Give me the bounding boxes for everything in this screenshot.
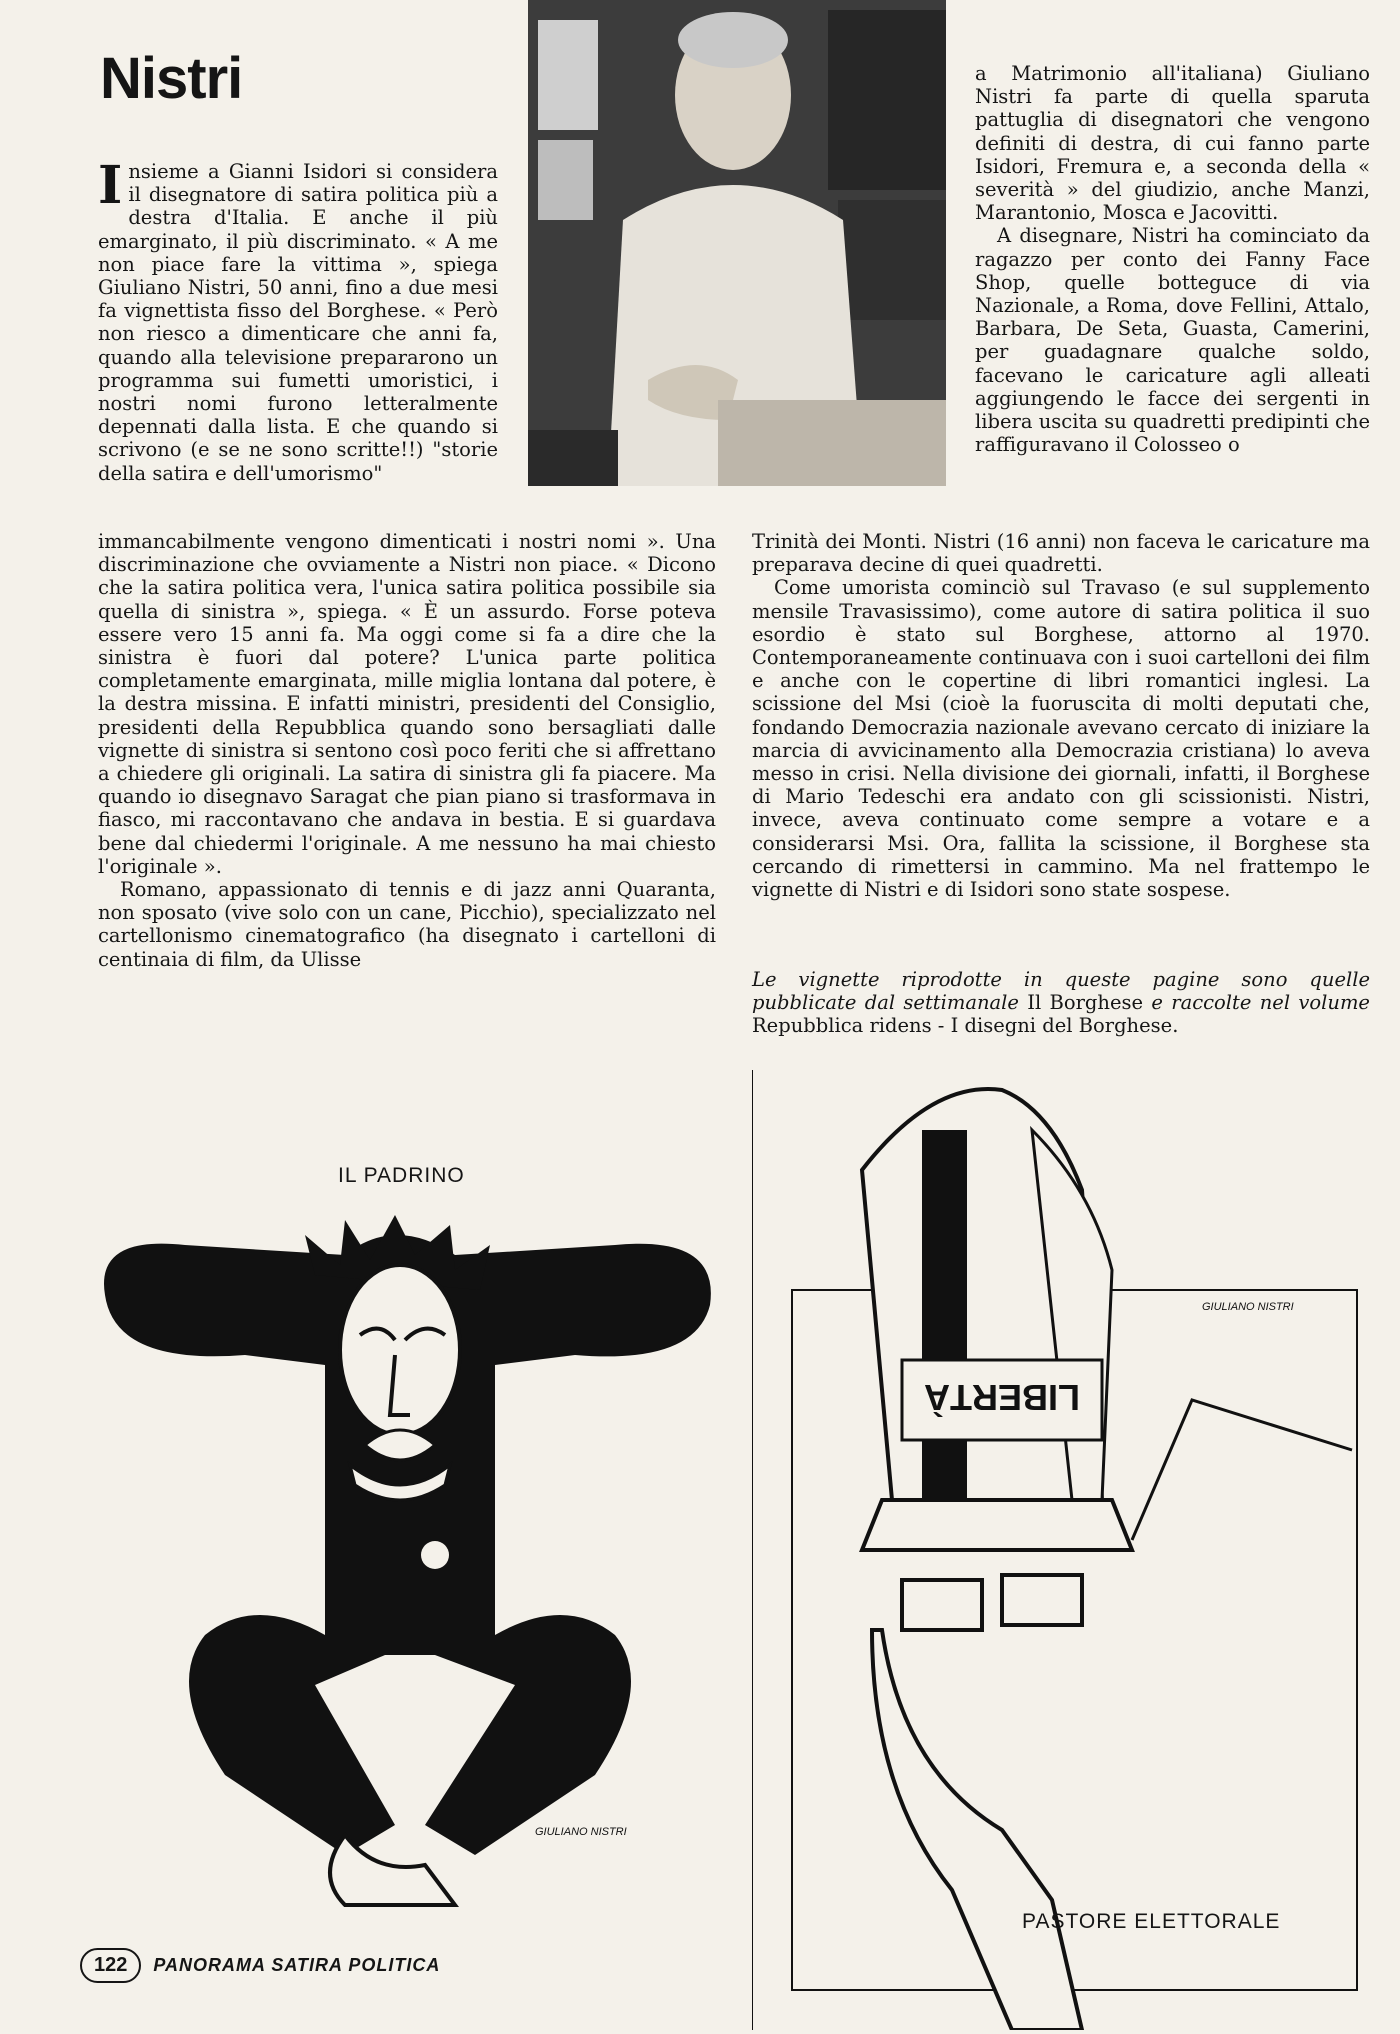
article-column-right-bottom <box>752 530 1370 901</box>
padrino-signature: GIULIANO NISTRI <box>535 1826 627 1838</box>
article-paragraph: Romano, appassionato di tennis e di jazz anni Quaranta, non sposato (vive solo con un cane, Picchio), specializzato nel cartellonismo cinematografico (ha disegnato i cartelloni di centinaia di film, da Ulisse <box>98 878 716 971</box>
portrait-photo <box>528 0 946 486</box>
article-paragraph: immancabilmente vengono dimenticati i nostri nomi ». Una discriminazione che ovviamente a Nistri non piace. « Dicono che la satira politica vera, l'unica satira politica possibile sia quella di sinistra », spiega. « È un assurdo. Forse poteva essere vero 15 anni fa. Ma oggi come si fa a dire che la sinistra è fuori dal potere? L'unica parte politica completamente emarginata, mille miglia lontana dal potere, è la destra missina. E infatti ministri, presidenti del Consiglio, presidenti della Repubblica quando sono bersagliati dalle vignette di sinistra si sentono così poco feriti che si affrettano a chiedere gli originali. La satira di sinistra gli fa piacere. Ma quando io disegnavo Saragat che pian piano si trasformava in fiasco, mi raccontavano che andava in bestia. E si guardava bene dal chiedermi l'originale. A me nessuno ha mai chiesto l'originale ». <box>98 530 716 878</box>
cartoon-source-note <box>752 968 1370 1038</box>
padrino-drawing <box>95 1215 725 1915</box>
mitre-text: LIBERTÀ <box>924 1377 1080 1418</box>
article-column-right-top <box>975 62 1370 456</box>
page-number: 122 <box>80 1948 141 1983</box>
article-paragraph: A disegnare, Nistri ha cominciato da ragazzo per conto dei Fanny Face Shop, quelle botteguce di via Nazionale, a Roma, dove Fellini, Attalo, Barbara, De Seta, Guasta, Camerini, per guadagnare qualche soldo, facevano le caricature agli alleati aggiungendo le facce dei sergenti in libera uscita su quadretti predipinti che raffiguravano il Colosseo o <box>975 224 1370 457</box>
article-title: Nistri <box>100 46 243 111</box>
page-footer <box>80 1948 440 1983</box>
portrait-illustration <box>528 0 946 486</box>
note-magazine: Il Borghese <box>1027 991 1144 1015</box>
pastore-drawing <box>752 1070 1372 2030</box>
cartoon-padrino <box>95 1215 725 1915</box>
article-column-left-top <box>98 155 498 485</box>
note-text: Le vignette riprodotte in queste pagine sono quelle pubblicate dal settimanale <box>752 968 1370 1015</box>
cartoon-title-right: PASTORE ELETTORALE <box>1022 1910 1281 1933</box>
article-paragraph: nsieme a Gianni Isidori si considera il disegnatore di satira politica più a destra d'Italia. E anche il più emarginato, il più discriminato. « A me non piace fare la vittima », spiega Giuliano Nistri, 50 anni, fino a due mesi fa vignettista fisso del Borghese. « Però non riesco a dimenticare che anni fa, quando alla televisione prepararono un programma sui fumetti umoristici, i nostri nomi furono letteralmente depennati dalla lista. E che quando si scrivono (e se ne sono scritte!!) "storie della satira e dell'umorismo" <box>98 160 498 485</box>
note-book: Repubblica ridens - I disegni del Borghese. <box>752 1014 1179 1038</box>
cartoon-title-left: IL PADRINO <box>338 1164 465 1187</box>
article-paragraph: Trinità dei Monti. Nistri (16 anni) non faceva le caricature ma preparava decine di quei quadretti. <box>752 530 1370 577</box>
article-paragraph: Come umorista cominciò sul Travaso (e sul supplemento mensile Travasissimo), come autore di satira politica il suo esordio è stato sul Borghese, attorno al 1970. Contemporaneamente continuava con i suoi cartelloni dei film e anche con le copertine di libri romantici inglesi. La scissione del Msi (cioè la fuoruscita di molti deputati che, fondando Democrazia nazionale avevano cercato di iniziare la marcia di avvicinamento alla Democrazia cristiana) lo aveva messo in crisi. Nella divisione dei giornali, infatti, il Borghese di Mario Tedeschi era andato con gli scissionisti. Nistri, invece, aveva continuato come sempre a votare e a considerarsi Msi. Ora, fallita la scissione, il Borghese sta cercando di rimettersi in cammino. Ma nel frattempo le vignette di Nistri e di Isidori sono state sospese. <box>752 576 1370 902</box>
cartoon-pastore-elettorale <box>752 1070 1372 2030</box>
pastore-signature: GIULIANO NISTRI <box>1202 1301 1294 1313</box>
publication-title: PANORAMA SATIRA POLITICA <box>153 1955 441 1975</box>
note-text: e raccolte nel volume <box>1151 991 1370 1015</box>
article-column-left-bottom <box>98 530 716 971</box>
article-paragraph: a Matrimonio all'italiana) Giuliano Nistri fa parte di quella sparuta pattuglia di disegnatori che vengono definiti di destra, di cui fanno parte Isidori, Fremura e, a seconda della « severità » del giudizio, anche Manzi, Marantonio, Mosca e Jacovitti. <box>975 62 1370 225</box>
drop-cap: I <box>98 155 123 216</box>
